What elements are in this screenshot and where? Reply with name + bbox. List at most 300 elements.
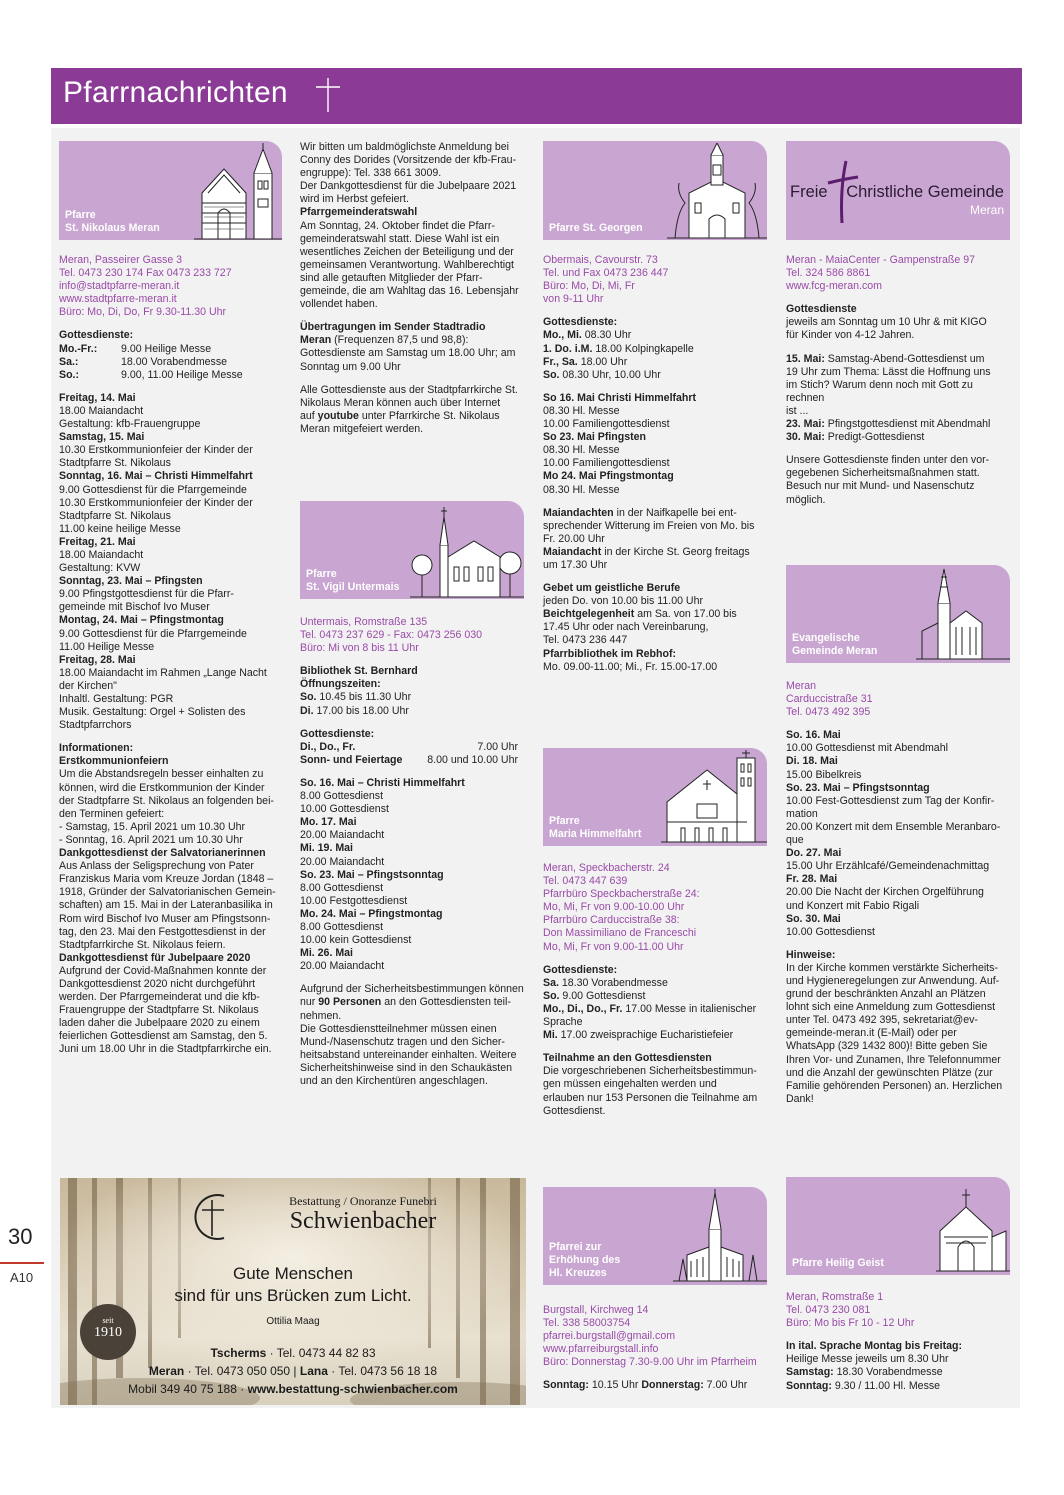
header-label — [306, 568, 399, 594]
line-text: Am Sonntag, 24. Oktober findet die Pfarr- — [300, 219, 495, 232]
line-text: Stadtpfarre St. Nikolaus — [59, 509, 171, 522]
line-heading: Mo. 17. Mai — [300, 816, 357, 829]
contact-block — [59, 254, 287, 319]
line-text: erlauben nur 153 Personen die Teilnahme am — [543, 1091, 758, 1104]
events-list — [543, 392, 769, 497]
notes-list — [786, 949, 1014, 1106]
line-heading: Samstag, 15. Mai — [59, 431, 145, 444]
line-text: gen müssen eingehalten werden und — [543, 1078, 717, 1091]
line-text: - Sonntag, 16. April 2021 um 10.30 Uhr — [59, 833, 243, 846]
line-text: 8.00 Gottesdienst — [300, 790, 384, 803]
address: Meran, Speckbacherstr. 24 — [543, 862, 670, 874]
line-text: schaften) am 15. Mai in der Lateranbasilika in — [59, 899, 273, 912]
services-row — [300, 741, 528, 754]
line-text: feierlichen Gottesdienst am Samstag, den 5. — [59, 1030, 268, 1043]
line-heading: Gottesdienste — [786, 303, 857, 316]
header-label-line: Pfarre — [549, 815, 580, 827]
phone: Tel. 0473 230 174 Fax 0473 233 727 — [59, 267, 232, 280]
line-text: In der Kirche kommen verstärkte Sicherheits- — [786, 961, 998, 974]
office-hours: Mo, Mi, Fr von 9.00-11.00 Uhr — [543, 940, 684, 953]
line-text: - Samstag, 15. April 2021 um 10.30 Uhr — [59, 820, 246, 833]
line-text: Rom wird Bischof Ivo Muser am Pfingstsonn- — [59, 912, 271, 925]
services-row — [300, 754, 528, 767]
line-text: 1918, Gründer der Salvatorianischen Gemein- — [59, 886, 276, 899]
line-text: 10.30 Erstkommunionfeier der Kinder der — [59, 496, 253, 509]
office-hours: Mo, Mi, Fr von 9.00-10.00 Uhr — [543, 901, 685, 914]
column-heilig-geist — [786, 1291, 1014, 1393]
church-st-georgen-icon — [667, 143, 767, 239]
header-label-line: Pfarre — [306, 568, 337, 580]
line-text: Die vorgeschriebenen Sicherheitsbestimmun- — [543, 1065, 757, 1078]
church-st-vigil-icon — [410, 505, 524, 599]
line-text: 10.00 Familiengottesdienst — [543, 418, 670, 431]
info-list — [59, 755, 287, 1056]
line-text: und Konzert mit Fabio Rigali — [786, 899, 920, 912]
line-text: 10.00 Fest-Gottesdienst zum Tag der Konfir- — [786, 794, 995, 807]
church-heilig-geist-icon — [936, 1181, 1010, 1273]
line-heading: Hinweise: — [786, 948, 836, 961]
schedule-day: So.: — [59, 368, 80, 381]
phone: Tel. 0473 492 395 — [786, 706, 871, 719]
confession-line: Tel. 0473 236 447 — [543, 634, 628, 647]
badge-seit: seit — [102, 1316, 114, 1325]
internet-line: Nikolaus Meran können auch über Internet — [300, 396, 501, 409]
line-text: lohnt sich eine Anmeldung zum Gottesdienst — [786, 1001, 996, 1014]
library-hours: Di. 17.00 bis 18.00 Uhr — [300, 704, 409, 717]
library-hours: Mo. 09.00-11.00; Mi., Fr. 15.00-17.00 — [543, 660, 718, 673]
safety-line: nur 90 Personen an den Gottesdiensten teil- — [300, 996, 511, 1009]
phone: Tel. 338 58003754 — [543, 1317, 631, 1330]
safety-line: Sicherheitshinweise sind in den Schaukästen — [300, 1061, 513, 1074]
services-list — [786, 303, 1014, 342]
contact-block — [543, 862, 769, 954]
line-text: Stadtpfarre St. Nikolaus — [59, 457, 171, 470]
prayer-heading: Gebet um geistliche Berufe — [543, 582, 681, 595]
line-heading: Freitag, 28. Mai — [59, 653, 136, 666]
line-text: gemeinde, die am Wahltag das 16. Lebensjahr — [300, 285, 519, 298]
safety-line: und an den Kirchentüren angeschlagen. — [300, 1075, 488, 1087]
schedule-day: Di., Do., Fr. — [300, 740, 356, 753]
line-text: engruppe): Tel. 338 661 3009. — [300, 167, 442, 180]
contact-block — [786, 1291, 1014, 1330]
line-text: Gottesdienst. — [543, 1104, 606, 1117]
radio-line: Sonntag um 9.00 Uhr — [300, 360, 401, 373]
line-text: Um die Abstandsregeln besser einhalten zu — [59, 768, 264, 781]
line-text: Frauengruppe der Stadtpfarre St. Nikolaus — [59, 1004, 259, 1017]
line-heading: Dankgottesdienst der Salvatorianerinnen — [59, 847, 266, 860]
line-text: jeweils am Sonntag um 10 Uhr & mit KIGO — [786, 316, 987, 329]
library-hours: So. 10.45 bis 11.30 Uhr — [300, 691, 412, 704]
services-heading: In ital. Sprache Montag bis Freitag: — [786, 1340, 962, 1353]
office-hours: Büro: Mo, Di, Mi, Fr — [543, 280, 635, 293]
fcg-logo-word: Freie — [790, 183, 828, 201]
line-text: 10.00 Gottesdienst — [786, 925, 875, 938]
schedule-time: 9.00 Heilige Messe — [121, 342, 212, 355]
line-text: 10.00 Gottesdienst — [300, 803, 389, 816]
line-text: WhatsApp (329 1432 800)! Bitte geben Sie — [786, 1040, 988, 1053]
line-text: 18.00 Maiandacht — [59, 548, 144, 561]
safety-line: Mund-/Nasenschutz tragen und den Sicher- — [300, 1035, 505, 1048]
library-hours-heading: Öffnungszeiten: — [300, 678, 381, 691]
header-hl-kreuz — [543, 1187, 767, 1285]
services-heading: Gottesdienste: — [543, 316, 618, 329]
fcg-logo-word: Christliche Gemeinde — [846, 183, 1004, 201]
office-hours: Büro: Mo bis Fr 10 - 12 Uhr — [786, 1317, 915, 1330]
header-label-line: Evangelische — [792, 632, 860, 644]
column-maria-himmelfahrt — [543, 862, 769, 1118]
line-heading: Montag, 24. Mai – Pfingstmontag — [59, 614, 224, 627]
address: Meran, Passeirer Gasse 3 — [59, 254, 183, 266]
schedule-time: 8.00 und 10.00 Uhr — [427, 753, 518, 766]
header-label: Pfarre Heilig Geist — [792, 1257, 884, 1269]
line-heading: So 23. Mai Pfingsten — [543, 431, 647, 444]
line-text: 9.00 Pfingstgottesdienst für die Pfarr- — [59, 588, 234, 601]
line-text: 9.00 Gottesdienst für die Pfarrgemeinde — [59, 483, 247, 496]
line-text: 11.00 Heilige Messe — [59, 640, 155, 653]
line-text: gemeinde mit Bischof Ivo Muser — [59, 601, 210, 614]
maiandacht-line: sprechender Witterung im Freien von Mo. bis — [543, 519, 755, 532]
line-text: werden. Der Pfarrgemeinderat und die kfb- — [59, 991, 260, 1004]
line-text: Stadtpfarrchors — [59, 719, 132, 732]
line-text: 18.00 Maiandacht im Rahmen „Lange Nacht — [59, 666, 267, 679]
line-text: gemeinsamen Verantwortung. Wahlberechtigt — [300, 258, 514, 271]
notice-line: Unsere Gottesdienste finden unter den vor- — [786, 454, 990, 467]
radio-line: (Frequenzen 87,5 und 98,8): — [331, 334, 469, 347]
line-text: gemeinde-meran.it (E-Mail) oder per — [786, 1027, 957, 1040]
address: Untermais, Romstraße 135 — [300, 616, 428, 628]
schedule-time: 7.00 Uhr — [477, 740, 518, 753]
event-line: 23. Mai: Pfingstgottesdienst mit Abendmahl — [786, 418, 991, 431]
line-text: Familie gehörenden Personen) an. Herzlichen — [786, 1079, 1003, 1092]
line-heading: Sonntag, 16. Mai – Christi Himmelfahrt — [59, 470, 253, 483]
line-text: Stadtpfarrkirche St. Nikolaus feiern. — [59, 938, 226, 951]
fcg-logo — [786, 141, 1010, 240]
line-heading: So. 23. Mai – Pfingstsonntag — [300, 868, 444, 881]
services-line: Sprache — [543, 1016, 583, 1029]
contact-block — [300, 616, 528, 655]
address: Meran - MaiaCenter - Gampenstraße 97 — [786, 254, 975, 266]
line-heading: Fr. 28. Mai — [786, 873, 838, 886]
section-title: Pfarrnachrichten — [63, 76, 288, 109]
page-number: 30 — [8, 1224, 33, 1249]
line-text: 10.30 Erstkommunionfeier der Kinder der — [59, 444, 253, 457]
line-text: 20.00 Konzert mit dem Ensemble Meranbaro- — [786, 820, 1001, 833]
confession-line: 17.45 Uhr oder nach Vereinbarung, — [543, 621, 709, 634]
schedule-time: 9.00, 11.00 Heilige Messe — [121, 368, 243, 381]
line-heading: Di. 18. Mai — [786, 755, 838, 768]
address: Meran — [786, 680, 817, 692]
events-list — [59, 392, 287, 732]
services-line: Mi. 17.00 zweisprachige Eucharistiefeier — [543, 1029, 734, 1042]
line-heading: Freitag, 14. Mai — [59, 391, 136, 404]
office-hours: Büro: Mi von 8 bis 11 Uhr — [300, 642, 419, 655]
address: Obermais, Cavourstr. 73 — [543, 254, 658, 266]
maiandacht-line: Maiandacht in der Kirche St. Georg freitags — [543, 545, 750, 558]
services-schedule — [59, 343, 287, 382]
event-line: ist ... — [786, 404, 809, 417]
church-hl-kreuz-icon — [673, 1189, 767, 1283]
phone: Tel. und Fax 0473 236 447 — [543, 267, 669, 280]
column-hl-kreuz — [543, 1304, 769, 1393]
event-line: im Stich? Warum denn noch mit Gott zu rechnen — [786, 378, 973, 404]
services-line: Sonntag: 9.30 / 11.00 Hl. Messe — [786, 1379, 941, 1392]
services-line: So. 9.00 Gottesdienst — [543, 989, 646, 1002]
line-heading: Mi. 19. Mai — [300, 842, 353, 855]
column-st-nikolaus — [59, 254, 287, 1057]
office-info: Don Massimiliano de Franceschi — [543, 927, 697, 940]
participation-list — [543, 1052, 769, 1117]
services-heading: Gottesdienste: — [543, 963, 618, 976]
line-text: der Kirchen" — [59, 679, 117, 692]
internet-line: Meran mitgefeiert werden. — [300, 422, 424, 435]
line-text: 15.00 Uhr Erzählcafé/Gemeindenachmittag — [786, 860, 990, 873]
maiandacht-line: Maiandachten in der Naifkapelle bei ent- — [543, 506, 737, 519]
address: Burgstall, Kirchweg 14 — [543, 1304, 649, 1316]
confession-line: Beichtgelegenheit am Sa. von 17.00 bis — [543, 608, 737, 621]
line-text: können, wird die Erstkommunion der Kinder — [59, 781, 265, 794]
schedule-day: Sonn- und Feiertage — [300, 753, 403, 766]
website-link[interactable]: www.fcg-meran.com — [786, 280, 882, 293]
column-evangelische — [786, 680, 1014, 1106]
line-heading: Dankgottesdienst für Jubelpaare 2020 — [59, 951, 251, 964]
header-label-line: Erhöhung des — [549, 1254, 621, 1266]
line-heading: Mo. 24. Mai – Pfingstmontag — [300, 907, 443, 920]
line-text: 20.00 Maiandacht — [300, 855, 385, 868]
header-evangelische — [786, 565, 1010, 663]
line-text: Aus Anlass der Seligsprechung von Pater — [59, 860, 254, 873]
line-text: Wir bitten um baldmöglichste Anmeldung bei — [300, 141, 510, 153]
address: Carduccistraße 31 — [786, 693, 873, 706]
line-heading: Freitag, 21. Mai — [59, 535, 136, 548]
page-number-divider — [0, 1262, 44, 1264]
services-line: Mo., Di., Do., Fr. 17.00 Messe in italienischer — [543, 1002, 757, 1015]
services-line: Sa. 18.30 Vorabendmesse — [543, 976, 668, 989]
office-hours: Büro: Donnerstag 7.30-9.00 Uhr im Pfarrheim — [543, 1356, 757, 1369]
line-heading: So. 30. Mai — [786, 912, 841, 925]
contact-block — [543, 254, 769, 306]
funeral-advertisement[interactable] — [60, 1178, 526, 1405]
line-text: Dankgottesdienst 2020 nicht durchgeführt — [59, 977, 256, 990]
ad-contact-line: Tscherms · Tel. 0473 44 82 83 — [210, 1346, 376, 1360]
header-label — [65, 209, 160, 235]
line-text: laden daher die Jubelpaare 2020 zu einem — [59, 1017, 260, 1030]
line-heading: Do. 27. Mai — [786, 847, 842, 860]
line-text: 10.00 Gottesdienst mit Abendmahl — [786, 742, 948, 755]
column-st-vigil — [300, 616, 528, 1088]
radio-line: Gottesdienste am Samstag um 18.00 Uhr; am — [300, 347, 516, 360]
section-banner — [51, 68, 1022, 124]
header-label — [549, 815, 641, 841]
line-text: Juni um 18.00 Uhr in die Stadtpfarrkirche ein. — [59, 1043, 272, 1056]
safety-line: nehmen. — [300, 1009, 342, 1022]
header-st-georgen — [543, 141, 767, 240]
intro-list — [300, 141, 528, 311]
services-line: Mo., Mi. 08.30 Uhr — [543, 329, 632, 342]
website-link[interactable]: www.pfarreiburgstall.info — [543, 1343, 659, 1356]
line-text: 08.30 Hl. Messe — [543, 444, 620, 457]
line-text: Gestaltung: kfb-Frauengruppe — [59, 418, 201, 431]
office-info: Pfarrbüro Speckbacherstraße 24: — [543, 888, 700, 901]
phone: Tel. 0473 447 639 — [543, 875, 628, 888]
fcg-logo-text — [790, 183, 1004, 202]
header-label-line: Gemeinde Meran — [792, 645, 878, 657]
event-line: 15. Mai: Samstag-Abend-Gottesdienst um — [786, 352, 985, 365]
line-text: 10.00 kein Gottesdienst — [300, 934, 412, 947]
notice-line: möglich. — [786, 493, 826, 506]
email-link[interactable]: info@stadtpfarre-meran.it — [59, 280, 180, 293]
notice-line: Besuch nur mit Mund- und Nasenschutz — [786, 480, 975, 493]
line-text: 20.00 Die Nacht der Kirchen Orgelführung — [786, 886, 984, 899]
line-text: unter Tel. 0473 492 395, sekretariat@ev- — [786, 1014, 978, 1027]
line-text: 08.30 Hl. Messe — [543, 404, 620, 417]
info-heading: Informationen: — [59, 742, 134, 755]
header-label — [792, 632, 877, 658]
line-text: für Kinder von 4-12 Jahren. — [786, 329, 915, 342]
radio-heading: Übertragungen im Sender Stadtradio — [300, 321, 486, 334]
line-text: wesentliches Zeichen der Beteiligung und der — [300, 245, 514, 258]
line-text: wird im Herbst gefeiert. — [300, 193, 409, 206]
line-text: 15.00 Bibelkreis — [786, 768, 862, 781]
prayer-line: jeden Do. von 10.00 bis 11.00 Uhr — [543, 595, 703, 608]
column-st-georgen — [543, 254, 769, 674]
header-label-line: Hl. Kreuzes — [549, 1267, 607, 1279]
phone: Tel. 324 586 8861 — [786, 267, 871, 280]
services-line: Sonntag: 10.15 Uhr Donnerstag: 7.00 Uhr — [543, 1379, 748, 1392]
line-heading: Sonntag, 23. Mai – Pfingsten — [59, 575, 203, 588]
internet-line: auf youtube unter Pfarrkirche St. Nikolaus — [300, 409, 500, 422]
page-section-code: A10 — [10, 1270, 34, 1285]
church-st-nikolaus-icon — [194, 143, 282, 240]
maiandacht-line: Fr. 20.00 Uhr — [543, 532, 605, 545]
header-label-line: Pfarrei zur — [549, 1241, 602, 1253]
line-heading: So. 16. Mai — [786, 729, 841, 742]
header-label: Pfarre St. Georgen — [549, 222, 643, 234]
line-text: Inhaltl. Gestaltung: PGR — [59, 693, 174, 705]
header-label-line: St. Nikolaus Meran — [65, 222, 160, 234]
line-text: grund der beschränkten Anzahl an Plätzen — [786, 988, 986, 1001]
services-line: Fr., Sa. 18.00 Uhr — [543, 355, 628, 368]
schedule-time: 18.00 Vorabendmesse — [121, 355, 228, 368]
line-heading: So. 16. Mai – Christi Himmelfahrt — [300, 776, 465, 789]
services-heading: Gottesdienste: — [300, 727, 375, 740]
line-text: mation — [786, 807, 818, 820]
line-heading: Erstkommunionfeiern — [59, 755, 169, 768]
line-heading: Mi. 26. Mai — [300, 947, 353, 960]
contact-block — [786, 254, 1014, 293]
line-text: que — [786, 834, 804, 847]
event-line: 19 Uhr zum Thema: Lässt die Hoffnung uns — [786, 365, 991, 378]
header-label — [549, 1241, 620, 1280]
line-heading: Teilnahme an den Gottesdiensten — [543, 1052, 712, 1065]
line-text: sind alle getauften Mitglieder der Pfarr- — [300, 271, 483, 284]
line-text: 10.00 Festgottesdienst — [300, 894, 408, 907]
header-st-nikolaus — [59, 141, 282, 240]
safety-line: heitsabstand untereinander einhalten. Weitere — [300, 1048, 517, 1061]
column-fcg — [786, 254, 1014, 507]
line-text: 8.00 Gottesdienst — [300, 920, 384, 933]
line-text: und Hygieneregelungen zur Anwendung. Auf- — [786, 974, 1000, 987]
ad-contact-line: Mobil 349 40 75 188 · www.bestattung-schwienbacher.com — [128, 1382, 458, 1396]
services-line: So. 08.30 Uhr, 10.00 Uhr — [543, 368, 661, 381]
line-text: Dank! — [786, 1092, 814, 1105]
events-list — [786, 729, 1014, 939]
line-text: Aufgrund der Covid-Maßnahmen konnte der — [59, 964, 267, 977]
line-text: 20.00 Maiandacht — [300, 829, 385, 842]
services-line: Samstag: 18.30 Vorabendmesse — [786, 1366, 943, 1379]
line-text: der Stadtpfarre St. Nikolaus an folgenden bei- — [59, 794, 274, 807]
services-line: Heilige Messe jeweils um 8.30 Uhr — [786, 1353, 949, 1366]
phone: Tel. 0473 237 629 - Fax: 0473 256 030 — [300, 629, 482, 642]
line-text: 8.00 Gottesdienst — [300, 881, 384, 894]
line-text: 20.00 Maiandacht — [300, 960, 385, 973]
ad-contact-line: Meran · Tel. 0473 050 050 | Lana · Tel. 0473 56 18 18 — [148, 1364, 438, 1378]
line-text: gemeinderatswahl statt. Diese Wahl ist ein — [300, 232, 500, 245]
contact-block — [786, 680, 1014, 719]
services-line: 1. Do. i.M. 18.00 Kolpingkapelle — [543, 342, 694, 355]
line-text: vollendet haben. — [300, 298, 378, 311]
ad-quote-author: Ottilia Maag — [266, 1316, 320, 1327]
badge-year: 1910 — [94, 1325, 122, 1340]
ad-company-type: Bestattung / Onoranze Funebri — [289, 1194, 437, 1208]
line-heading: Mo 24. Mai Pfingstmontag — [543, 470, 674, 483]
line-text: Franziskus Maria vom Kreuze Jordan (1848 – — [59, 873, 274, 886]
phone: Tel. 0473 230 081 — [786, 1304, 871, 1317]
line-text: den Terminen gefeiert: — [59, 807, 165, 820]
safety-line: Die Gottesdienstteilnehmer müssen einen — [300, 1022, 497, 1035]
cross-icon — [313, 74, 343, 114]
internet-line: Alle Gottesdienste aus der Stadtpfarrkirche St. — [300, 383, 518, 396]
line-text: Ihren Vor- und Zunamen, Ihre Telefonnummer — [786, 1053, 1001, 1066]
line-text: tag, den 23. Mai den Festgottesdienst in der — [59, 925, 266, 938]
maiandacht-line: um 17.30 Uhr — [543, 558, 608, 571]
line-text: Gestaltung: KVW — [59, 562, 141, 575]
events-list — [300, 777, 528, 973]
line-text: Musik. Gestaltung: Orgel + Solisten des — [59, 706, 246, 719]
email-link[interactable]: pfarrei.burgstall@gmail.com — [543, 1330, 676, 1343]
line-text: und die Anzahl der gewünschten Plätze (zur — [786, 1066, 993, 1079]
event-line: 30. Mai: Predigt-Gottesdienst — [786, 431, 925, 444]
header-label-line: Maria Himmelfahrt — [549, 828, 642, 840]
line-text: 08.30 Hl. Messe — [543, 483, 620, 496]
line-text: 9.00 Gottesdienst für die Pfarrgemeinde — [59, 627, 247, 640]
church-evangelisch-icon — [916, 567, 1010, 661]
office-hours: Büro: Mo, Di, Do, Fr 9.30-11.30 Uhr — [59, 306, 227, 319]
line-heading: So. 23. Mai – Pfingstsonntag — [786, 781, 930, 794]
line-text: 18.00 Maiandacht — [59, 404, 144, 417]
schedule-day: Mo.-Fr.: — [59, 342, 98, 355]
line-heading: So 16. Mai Christi Himmelfahrt — [543, 391, 697, 404]
notice-line: gegebenen Sicherheitsmaßnahmen statt. — [786, 467, 980, 480]
website-link[interactable]: www.stadtpfarre-meran.it — [59, 293, 177, 306]
line-text: Der Dankgottesdienst für die Jubelpaare 2021 — [300, 180, 517, 193]
header-maria-himmelfahrt — [543, 748, 767, 846]
church-maria-himmelfahrt-icon — [661, 750, 767, 844]
header-label-line: Pfarre — [65, 209, 96, 221]
line-text: 11.00 keine heilige Messe — [59, 522, 181, 535]
office-info: Pfarrbüro Carduccistraße 38: — [543, 914, 680, 927]
address: Meran, Romstraße 1 — [786, 1291, 884, 1303]
office-hours: von 9-11 Uhr — [543, 293, 604, 306]
safety-line: Aufgrund der Sicherheitsbestimmungen können — [300, 983, 524, 996]
line-text: 10.00 Familiengottesdienst — [543, 457, 670, 470]
header-label-line: St. Vigil Untermais — [306, 581, 400, 593]
line-text: Conny des Dorides (Vorsitzende der kfb-Frau- — [300, 154, 517, 167]
schedule-day: Sa.: — [59, 355, 79, 368]
library-heading: Pfarrbibliothek im Rebhof: — [543, 647, 677, 660]
header-heilig-geist — [786, 1177, 1010, 1275]
header-st-vigil — [300, 501, 524, 599]
fcg-logo-city: Meran — [969, 203, 1004, 217]
